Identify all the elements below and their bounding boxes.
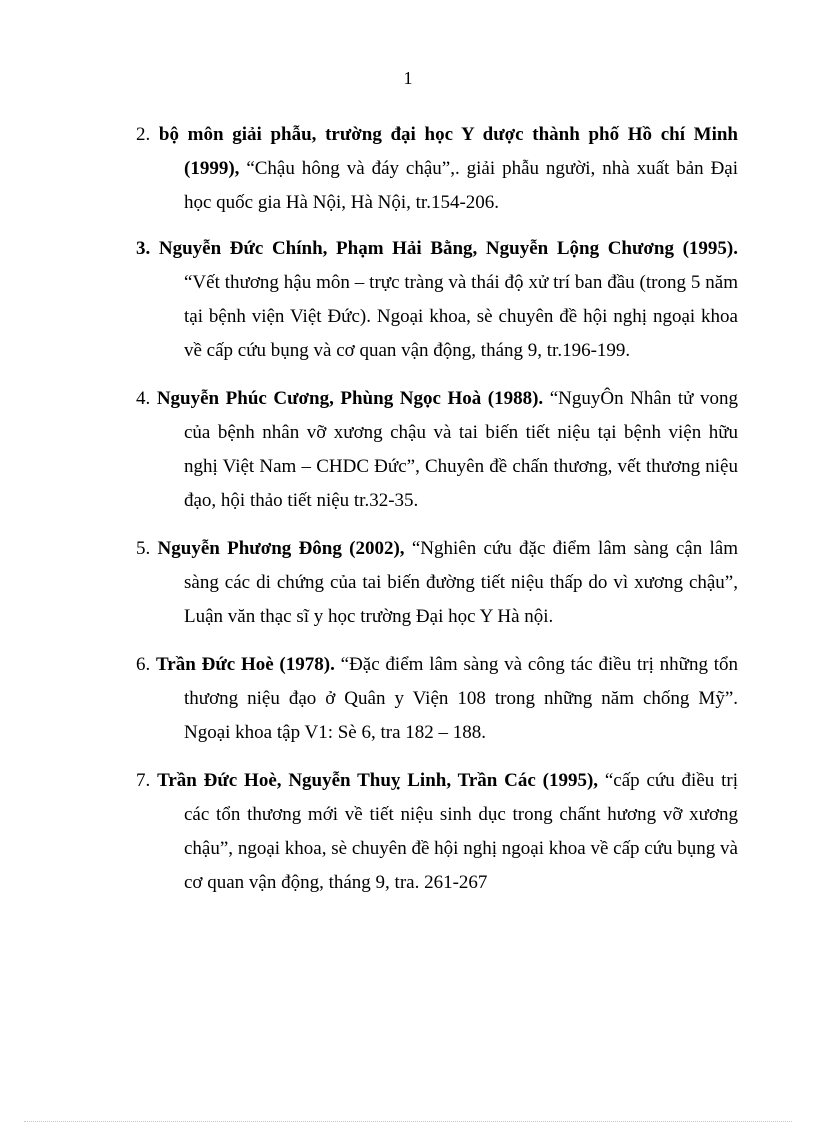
reference-authors: Nguyễn Đức Chính, Phạm Hải Bằng, Nguyễn Lộng Chương (1995). [158,238,738,259]
reference-text: “NguyÔn Nhân tử vong của bệnh nhân vỡ xương chậu và tai biến tiết niệu tại bệnh viện hữu nghị Việt Nam – CHDC Đức”, Chuyên đề chấn thương, vết thương niệu đạo, hội thảo tiết niệu tr.32-35. [184,388,738,511]
reference-number: 3. [136,238,159,259]
reference-item [136,764,738,900]
page-number: 1 [403,68,413,88]
reference-authors: Trần Đức Hoè (1978). [156,654,335,675]
reference-item [136,382,738,518]
reference-item [136,648,738,750]
page-bottom-divider [24,1121,792,1122]
reference-number: 5. [136,538,158,559]
reference-item [136,532,738,634]
reference-item [136,118,738,220]
reference-text: “Vết thương hậu môn – trực tràng và thái độ xử trí ban đầu (trong 5 năm tại bệnh viện Việt Đức). Ngoại khoa, sè chuyên đề hội nghị ngoại khoa về cấp cứu bụng và cơ quan vận động, tháng 9, tr.196-199. [184,272,738,361]
reference-text: “cấp cứu điều trị các tổn thương mới về tiết niệu sinh dục trong chấnt hương vỡ xương chậu”, ngoại khoa, sè chuyên đề hội nghị ngoại khoa về cấp cứu bụng và cơ quan vận động, tháng 9, tra. 261-267 [184,770,738,893]
reference-item [136,232,738,368]
reference-number: 6. [136,654,157,675]
reference-text: “Nghiên cứu đặc điểm lâm sàng cận lâm sàng các di chứng của tai biến đường tiết niệu thấp do vì xương chậu”, Luận văn thạc sĩ y học trường Đại học Y Hà nội. [184,538,738,627]
reference-text: “Đặc điểm lâm sàng và công tác điều trị những tổn thương niệu đạo ở Quân y Viện 108 trong những năm chống Mỹ”. Ngoại khoa tập V1: Sè 6, tra 182 – 188. [184,654,739,743]
reference-number: 2. [136,124,159,145]
reference-number: 4. [136,388,157,409]
reference-number: 7. [136,770,158,791]
reference-authors: Nguyễn Phương Đông (2002), [157,538,405,559]
reference-list [136,118,738,914]
reference-authors: Trần Đức Hoè, Nguyễn Thuỵ Linh, Trần Các (1995), [157,770,599,791]
reference-authors: bộ môn giải phẫu, trường đại học Y dược thành phố Hồ chí Minh (1999), [158,124,738,179]
reference-text: “Chậu hông và đáy chậu”,. giải phẫu người, nhà xuất bản Đại học quốc gia Hà Nội, Hà Nội, tr.154-206. [184,158,738,213]
reference-authors: Nguyễn Phúc Cương, Phùng Ngọc Hoà (1988). [156,388,544,409]
